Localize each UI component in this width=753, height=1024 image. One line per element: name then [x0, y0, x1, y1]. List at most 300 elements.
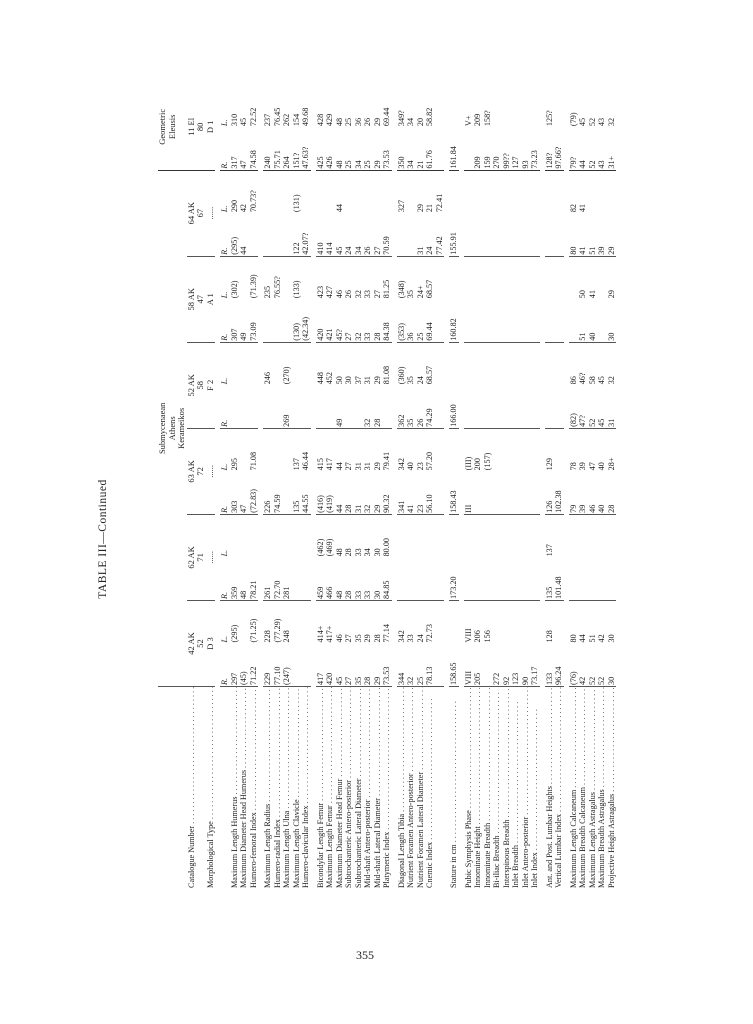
cell-value [449, 256, 459, 299]
cell-value: 30 [607, 643, 617, 686]
cell-value: 429 [325, 113, 334, 127]
cell-value [492, 514, 502, 557]
row-label-text: Stature in cm . . . [449, 701, 458, 888]
row-label [273, 687, 283, 890]
cell-value [511, 600, 521, 643]
cell-value [521, 213, 531, 256]
cell-value: 70.73? [248, 190, 258, 213]
cell-value [397, 213, 407, 256]
cell-value: 93 [521, 127, 531, 170]
cell-value: 84.85 [382, 557, 392, 600]
cell-value: 44 [334, 462, 344, 471]
cell-value: 28 [373, 385, 383, 428]
cell-value: 28 [344, 557, 354, 600]
cell-value: 155.91 [449, 213, 459, 256]
row-label-text: Mid-shaft Antero-posterior . . . [363, 687, 372, 889]
cell-value [282, 428, 292, 471]
row-label [363, 687, 373, 890]
row-label [406, 687, 416, 890]
table-row [263, 84, 273, 889]
cell-value [492, 84, 502, 127]
cell-value [502, 84, 512, 127]
cell-value: VIII [463, 628, 473, 643]
cell-value: 28 [344, 548, 353, 557]
cell-value: 50 [334, 376, 344, 385]
cell-value [473, 299, 483, 342]
cell-value [492, 471, 502, 514]
cell-value [449, 170, 459, 213]
cell-value: 76.45 [272, 107, 282, 127]
cell-value: 77.42 [435, 213, 445, 256]
cell-value: 269 [282, 385, 292, 428]
cell-value [263, 385, 273, 428]
right-side-header: R. [220, 299, 230, 342]
cell-value: 34 [354, 213, 364, 256]
cell-value: 44.55 [301, 471, 311, 514]
cell-value [473, 514, 483, 557]
table-row [354, 84, 364, 889]
cell-value [545, 299, 555, 342]
row-label-text: Maximum Length Astragalus . . . [588, 687, 597, 889]
cell-value: 349? [396, 110, 406, 127]
cell-value [263, 428, 273, 471]
morph-type: D 1 [206, 84, 216, 170]
table-caption: TABLE III—Continued [97, 479, 109, 599]
cell-value [511, 471, 521, 514]
cell-value: 52 [588, 385, 598, 428]
cell-value [554, 84, 564, 127]
table-row [511, 84, 521, 889]
cell-value: 459 [316, 557, 326, 600]
left-side-header: L. [220, 463, 229, 471]
cell-value: (72.83) [249, 471, 259, 514]
cell-value: 52 [597, 643, 607, 686]
table-row [373, 84, 383, 889]
cell-value [397, 557, 407, 600]
cell-value [397, 514, 407, 557]
catalogue-label [187, 687, 206, 890]
cell-value: 26 [416, 385, 426, 428]
cell-value: 27 [372, 290, 382, 299]
cell-value: 209 [473, 113, 482, 127]
cell-value [273, 213, 283, 256]
row-label [249, 687, 259, 890]
cell-value [492, 385, 502, 428]
cell-value: 68.57 [425, 279, 434, 299]
cell-value [511, 299, 521, 342]
row-label-text: Maximum Diameter Head Humerus . . . [239, 687, 248, 889]
cell-value [502, 514, 512, 557]
cell-value: (295) [229, 624, 239, 643]
row-label-text: Bi-iliac Breadth . . . [492, 692, 501, 888]
cell-value: 79? [569, 127, 579, 170]
cell-value [473, 471, 483, 514]
cell-value: 425 [316, 127, 326, 170]
cell-value [530, 170, 540, 213]
morph-label-text: Morphological Type . . . [206, 687, 215, 889]
row-label [502, 687, 512, 890]
cell-value [239, 514, 249, 557]
cell-value: 74.58 [249, 127, 259, 170]
cell-value [230, 385, 240, 428]
cell-value: 31+ [607, 127, 617, 170]
cell-value [588, 170, 598, 213]
right-side-header: R. [220, 127, 230, 170]
row-label-text: Nutrient Foramen Lateral Diameter . . . [416, 687, 425, 889]
cell-value [292, 600, 302, 643]
cell-value: 69.44 [425, 299, 435, 342]
cell-value: 417 [325, 458, 334, 471]
catalogue-sub: 71 [195, 553, 205, 562]
cell-value: 47.63? [301, 127, 311, 170]
cell-value: 229 [263, 643, 273, 686]
cell-value: 68.57 [425, 365, 434, 385]
table-row [569, 84, 579, 889]
cell-value: 240 [263, 127, 273, 170]
table-row [492, 84, 502, 889]
cell-value [316, 170, 326, 213]
row-label [554, 687, 564, 890]
cell-value: 264 [282, 127, 292, 170]
cell-value: 40 [588, 299, 598, 342]
cell-value: 41 [578, 203, 587, 213]
cell-value [511, 213, 521, 256]
cell-value: 44 [239, 213, 249, 256]
cell-value: 24 [344, 213, 354, 256]
cell-value [502, 471, 512, 514]
right-side-header: R. [220, 643, 230, 686]
cell-value: 209 [473, 127, 483, 170]
row-label [263, 687, 273, 890]
cell-value: 90 [521, 643, 531, 686]
cell-value: 415 [315, 458, 325, 471]
cell-value [239, 428, 249, 471]
row-label [578, 687, 588, 890]
row-label-text: Ant. and Post. Lumbar Heights . . . [545, 687, 554, 889]
cell-value [502, 600, 512, 643]
cell-value: 32 [606, 117, 616, 127]
cell-value [554, 342, 564, 385]
cell-value: 427 [325, 285, 334, 299]
cell-value [406, 557, 416, 600]
cell-value [406, 170, 416, 213]
cell-value: 33 [406, 634, 415, 643]
cell-value [464, 385, 474, 428]
cell-value [530, 471, 540, 514]
cell-value [435, 471, 445, 514]
cell-value: 32 [363, 471, 373, 514]
cell-value: 31 [354, 471, 364, 514]
row-label-text: Maximum Length Radius . . . [263, 687, 272, 889]
cell-value: 44 [334, 203, 344, 213]
row-label [325, 687, 335, 890]
cell-value [554, 385, 564, 428]
cell-value [554, 299, 564, 342]
cell-value: 70.59 [382, 213, 392, 256]
cell-value: 45 [578, 117, 587, 127]
cell-value: 29 [373, 643, 383, 686]
page-number: 355 [356, 948, 374, 962]
cell-value [282, 299, 292, 342]
morph-label [206, 687, 216, 890]
cell-value [301, 385, 311, 428]
cell-value: 97.66? [554, 127, 564, 170]
cell-value: 73.53 [382, 643, 392, 686]
row-label [230, 687, 240, 890]
catalogue-id: 42 AK [185, 632, 196, 655]
cell-value [449, 600, 459, 643]
catalogue-label-text: Catalogue Number . . . [187, 687, 196, 889]
cell-value [249, 385, 259, 428]
cell-value [521, 84, 531, 127]
cell-value: 35 [353, 634, 363, 643]
row-label [588, 687, 598, 890]
cell-value [416, 514, 426, 557]
cell-value: 129 [544, 458, 554, 471]
cell-value [464, 127, 474, 170]
cell-value [521, 600, 531, 643]
row-label-text: Humero-clavicular Index . . . [301, 687, 310, 889]
cell-value [435, 342, 445, 385]
catalogue-id: 63 AK [185, 460, 196, 483]
row-label-text: Maximum Length Humerus . . . [230, 687, 239, 889]
cell-value: 25 [416, 643, 426, 686]
cell-value: 46 [334, 290, 344, 299]
cell-value [249, 514, 259, 557]
cell-value [373, 170, 383, 213]
cell-value: 78 [568, 462, 578, 471]
cell-value: 154 [291, 113, 301, 127]
cell-value [492, 256, 502, 299]
cell-value [578, 514, 588, 557]
cell-value: 37 [353, 376, 363, 385]
row-label [282, 687, 292, 890]
cell-value: 27 [344, 643, 354, 686]
cell-value [435, 256, 445, 299]
cell-value: 29 [415, 203, 425, 213]
catalogue-id: 11 El [185, 117, 196, 136]
row-label-text: Humero-radial Index . . . [273, 687, 282, 889]
cell-value: 40 [597, 471, 607, 514]
cell-value: 36 [406, 299, 416, 342]
row-label-text: Maximum Length Clavicle . . . [292, 687, 301, 889]
cell-value: 417 [316, 643, 326, 686]
cell-value: 73.09 [249, 299, 259, 342]
cell-value: V+ [463, 115, 473, 127]
cell-value: 42.07? [301, 213, 311, 256]
cell-value: 25 [344, 127, 354, 170]
cell-value [521, 299, 531, 342]
data-table [158, 84, 616, 889]
cell-value [449, 342, 459, 385]
cell-value: 29 [373, 471, 383, 514]
cell-value [530, 600, 540, 643]
cell-value: 30 [606, 634, 616, 643]
cell-value [316, 385, 326, 428]
cell-value [301, 557, 311, 600]
cell-value: 25 [344, 117, 353, 127]
cell-value [449, 84, 459, 127]
cell-value [511, 385, 521, 428]
table-row [502, 84, 512, 889]
row-label-text: Inlet Index . . . [530, 709, 539, 888]
cell-value [483, 471, 493, 514]
blank [220, 687, 230, 890]
row-label-text: Platymeric Index . . . [382, 689, 391, 888]
cell-value [416, 557, 426, 600]
cell-value: 48 [334, 548, 344, 557]
row-label-text: Cnemic Index . . . [425, 699, 434, 888]
cell-value: 90.32 [382, 471, 392, 514]
cell-value: 137 [544, 544, 554, 557]
row-label-text: Subtrochanteric Lateral Diameter . . . [354, 687, 363, 889]
cell-value: 50 [578, 290, 587, 299]
cell-value: 28 [607, 471, 617, 514]
cell-value: 30 [344, 376, 353, 385]
cell-value [435, 127, 445, 170]
left-side-header: L. [220, 635, 229, 643]
cell-value: 47? [578, 385, 588, 428]
cell-value: 23 [415, 462, 425, 471]
cell-value [282, 170, 292, 213]
cell-value: (247) [282, 643, 292, 686]
cell-value: VIII [464, 643, 474, 686]
cell-value: 200 [473, 458, 482, 471]
row-label-text: Projective Height Astragalus . . . [607, 687, 616, 889]
cell-value: 46.44 [301, 451, 310, 471]
row-label-text: Maximum Length Femur . . . [325, 687, 334, 889]
cell-value: 58.82 [425, 107, 434, 127]
cell-value: 420 [316, 299, 326, 342]
cell-value: 248 [282, 630, 291, 643]
cell-value: 173.20 [449, 557, 459, 600]
cell-value: (42.34) [301, 299, 311, 342]
cell-value: 26 [363, 213, 373, 256]
table-row [588, 84, 598, 889]
cell-value: 307 [230, 299, 240, 342]
cell-value [530, 256, 540, 299]
cell-value [502, 170, 512, 213]
cell-value: 46 [588, 471, 598, 514]
table-row [435, 84, 445, 889]
row-label-text: Inlet Breadth . . . [511, 702, 520, 888]
cell-value [492, 299, 502, 342]
row-label-text: Maximum Length Ulna . . . [282, 687, 291, 889]
row-label [335, 687, 345, 890]
cell-value: 39 [578, 471, 588, 514]
cell-value: (348) [396, 280, 406, 299]
row-label-text: Subtrochanteric Antero-posterior . . . [344, 687, 353, 889]
cell-value: 79.41 [382, 451, 391, 471]
cell-value [502, 213, 512, 256]
cell-value [511, 428, 521, 471]
table-row [230, 84, 240, 889]
cell-value [473, 342, 483, 385]
cell-value: 25 [416, 299, 426, 342]
cell-value: 51 [587, 634, 597, 643]
cell-value: 48 [334, 117, 344, 127]
cell-value: 99?? [502, 127, 512, 170]
cell-value: 80 [569, 213, 579, 256]
cell-value: 205 [473, 643, 483, 686]
cell-value: (416) [316, 471, 326, 514]
catalogue-number [187, 84, 206, 170]
cell-value [521, 170, 531, 213]
cell-value: 31 [363, 462, 372, 471]
cell-value: 30 [373, 557, 383, 600]
group-geometric: Geometric Eleusis [158, 84, 187, 170]
cell-value: 41 [578, 213, 588, 256]
catalogue-number [187, 170, 206, 256]
cell-value [483, 385, 493, 428]
cell-value: 96.24 [554, 643, 564, 686]
cell-value: 29 [607, 213, 617, 256]
cell-value: 49 [335, 385, 345, 428]
cell-value: 75.71 [273, 127, 283, 170]
table-row [425, 84, 435, 889]
cell-value [521, 385, 531, 428]
cell-value: 45 [239, 117, 248, 127]
cell-value: 30 [607, 299, 617, 342]
row-label [239, 687, 249, 890]
row-label-text: Innominate Height . . . [473, 687, 482, 889]
row-label [464, 687, 474, 890]
cell-value [382, 170, 392, 213]
cell-value: 122 [292, 213, 302, 256]
cell-value: 24 [425, 213, 435, 256]
cell-value [545, 213, 555, 256]
cell-value [511, 514, 521, 557]
cell-value [483, 170, 493, 213]
row-label [607, 687, 617, 890]
cell-value [483, 557, 493, 600]
cell-value [578, 557, 588, 600]
cell-value [597, 170, 607, 213]
cell-value: 34 [406, 127, 416, 170]
cell-value: 77.10 [273, 643, 283, 686]
cell-value [502, 299, 512, 342]
cell-value [492, 600, 502, 643]
cell-value: 31 [363, 376, 372, 385]
right-side-header: R. [220, 213, 230, 256]
right-side-header: R. [220, 471, 230, 514]
cell-value [435, 84, 445, 127]
cell-value [607, 557, 617, 600]
cell-value [464, 557, 474, 600]
cell-value: 27 [344, 634, 353, 643]
row-label [511, 687, 521, 890]
cell-value [363, 170, 373, 213]
cell-value: (79) [568, 112, 578, 127]
cell-value: 303 [230, 471, 240, 514]
row-label-text: Maximum Breadth Astragalus . . . [597, 687, 606, 889]
cell-value: 61.76 [425, 127, 435, 170]
cell-value: 73.17 [530, 643, 540, 686]
catalogue-sub: 58 [195, 381, 205, 390]
cell-value: 31 [353, 462, 363, 471]
cell-value [382, 385, 392, 428]
cell-value: (77.29) [272, 618, 282, 643]
row-label-text: Mid-shaft Lateral Diameter . . . [373, 687, 382, 889]
cell-value [449, 428, 459, 471]
row-label-text: Humero-femoral Index . . . [249, 687, 258, 889]
cell-value [464, 213, 474, 256]
cell-value: 24 [415, 376, 425, 385]
cell-value: 29 [372, 117, 382, 127]
catalogue-id: 52 AK [185, 374, 196, 397]
cell-value [483, 514, 493, 557]
cell-value: 47 [239, 471, 249, 514]
